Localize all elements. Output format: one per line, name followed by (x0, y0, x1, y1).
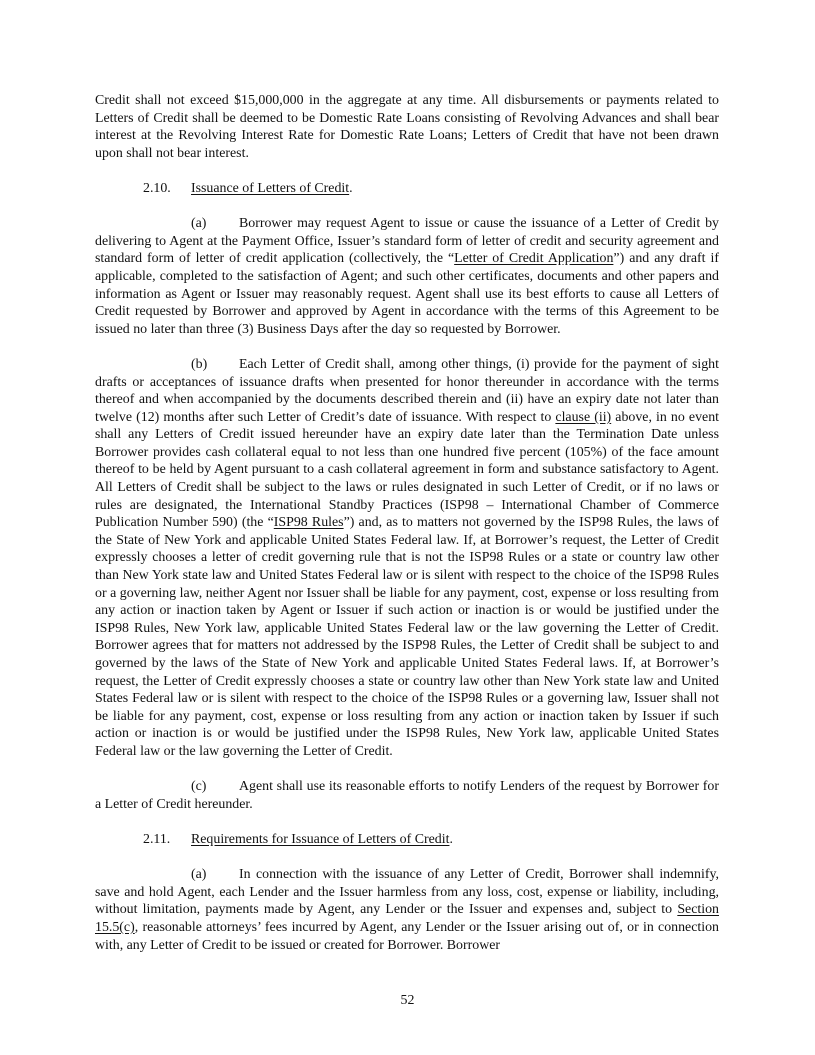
clause-text: ”) and, as to matters not governed by the ISP98 Rules, the laws of the State of New York and applicable United States Federal law. If, at Borrower’s request, the Letter of Credit expressly chooses a letter of credit governing rule that is not the ISP98 Rules or a state or country law other than New York state law and United States Federal law or is silent with respect to the choice of the ISP98 Rules or a governing law, neither Agent nor Issuer shall be liable for any payment, cost, expense or loss resulting from any action or inaction taken by Agent or Issuer if such action or inaction is or would be justified under the ISP98 Rules, New York law, applicable United States Federal law or the law governing the Letter of Credit. Borrower agrees that for matters not addressed by the ISP98 Rules, the Letter of Credit shall be subject to and governed by the laws of the State of New York and applicable United States Federal laws. If, at Borrower’s request, the Letter of Credit expressly chooses a state or country law other than New York state law and United States Federal law or is silent with respect to the choice of the ISP98 Rules or a governing law, Issuer shall not be liable for any payment, cost, expense or loss resulting from any action or inaction taken by Issuer if such action or inaction is or would be justified under the ISP98 Rules, New York law, applicable United States Federal law or the law governing the Letter of Credit. (95, 515, 719, 759)
section-2-10-a (95, 215, 719, 338)
clause-text: above, in no event shall any Letters of Credit issued hereunder have an expiry date later than the Termination Date unless Borrower provides cash collateral equal to not less than one hundred five percent (105%) of the face amount thereof to be held by Agent pursuant to a cash collateral agreement in form and substance satisfactory to Agent. All Letters of Credit shall be subject to the laws or rules designated in such Letter of Credit, or if no laws or rules are designated, the International Standby Practices (ISP98 – International Chamber of Commerce Publication Number 590) (the “ (95, 409, 719, 531)
clause-label: (a) (191, 867, 207, 883)
clause-text: Agent shall use its reasonable efforts to notify Lenders of the request by Borrower for a Letter of Credit hereunder. (95, 779, 719, 812)
section-number: 2.11. (143, 831, 171, 847)
cross-reference: clause (ii) (555, 409, 612, 425)
intro-paragraph: Credit shall not exceed $15,000,000 in the aggregate at any time. All disbursements or payments related to Letters of Credit shall be deemed to be Domestic Rate Loans consisting of Revolving Advances and shall bear interest at the Revolving Interest Rate for Domestic Rate Loans; Letters of Credit that have not been drawn upon shall not bear interest. (95, 93, 719, 161)
section-2-11-heading (95, 831, 719, 849)
section-2-10-heading (95, 180, 719, 198)
page-number: 52 (400, 993, 415, 1008)
section-title-period: . (449, 831, 453, 847)
clause-text: ”) and any draft if applicable, completed to the satisfaction of Agent; and such other certificates, documents and other papers and information as Agent or Issuer may reasonably request. Agent shall use its best efforts to cause all Letters of Credit requested by Borrower and approved by Agent in accordance with the terms of this Agreement to be issued no later than three (3) Business Days after the day so requested by Borrower. (95, 251, 719, 337)
body-text (95, 92, 719, 954)
section-number: 2.10. (143, 180, 171, 196)
defined-term: Letter of Credit Application (454, 251, 614, 267)
clause-text: , reasonable attorneys’ fees incurred by Agent, any Lender or the Issuer arising out of, or in connection with, any Letter of Credit to be issued or created for Borrower. Borrower (95, 919, 719, 953)
section-2-10-b (95, 356, 719, 761)
defined-term: ISP98 Rules (273, 515, 344, 531)
clause-label: (a) (191, 216, 207, 232)
clause-label: (b) (191, 356, 208, 372)
section-2-10-c (95, 778, 719, 813)
cross-reference: Section 15.5(c) (95, 902, 719, 935)
section-2-11-a (95, 866, 719, 954)
section-title: Issuance of Letters of Credit (191, 180, 350, 196)
section-title: Requirements for Issuance of Letters of Credit (191, 831, 450, 847)
clause-text: In connection with the issuance of any Letter of Credit, Borrower shall indemnify, save and hold Agent, each Lender and the Issuer harmless from any loss, cost, expense or liability, including, without limitation, payments made by Agent, any Lender or the Issuer and expenses and, subject to (95, 867, 719, 918)
clause-label: (c) (191, 779, 207, 795)
clause-text: Borrower may request Agent to issue or cause the issuance of a Letter of Credit by delivering to Agent at the Payment Office, Issuer’s standard form of letter of credit and security agreement and standard form of letter of credit application (collectively, the “ (95, 216, 719, 267)
section-title-period: . (349, 180, 353, 196)
clause-text: Each Letter of Credit shall, among other things, (i) provide for the payment of sight drafts or acceptances of issuance drafts when presented for honor thereunder in accordance with the terms thereof and when accompanied by the documents described therein and (ii) have an expiry date not later than twelve (12) months after such Letter of Credit’s date of issuance. With respect to (95, 356, 719, 425)
